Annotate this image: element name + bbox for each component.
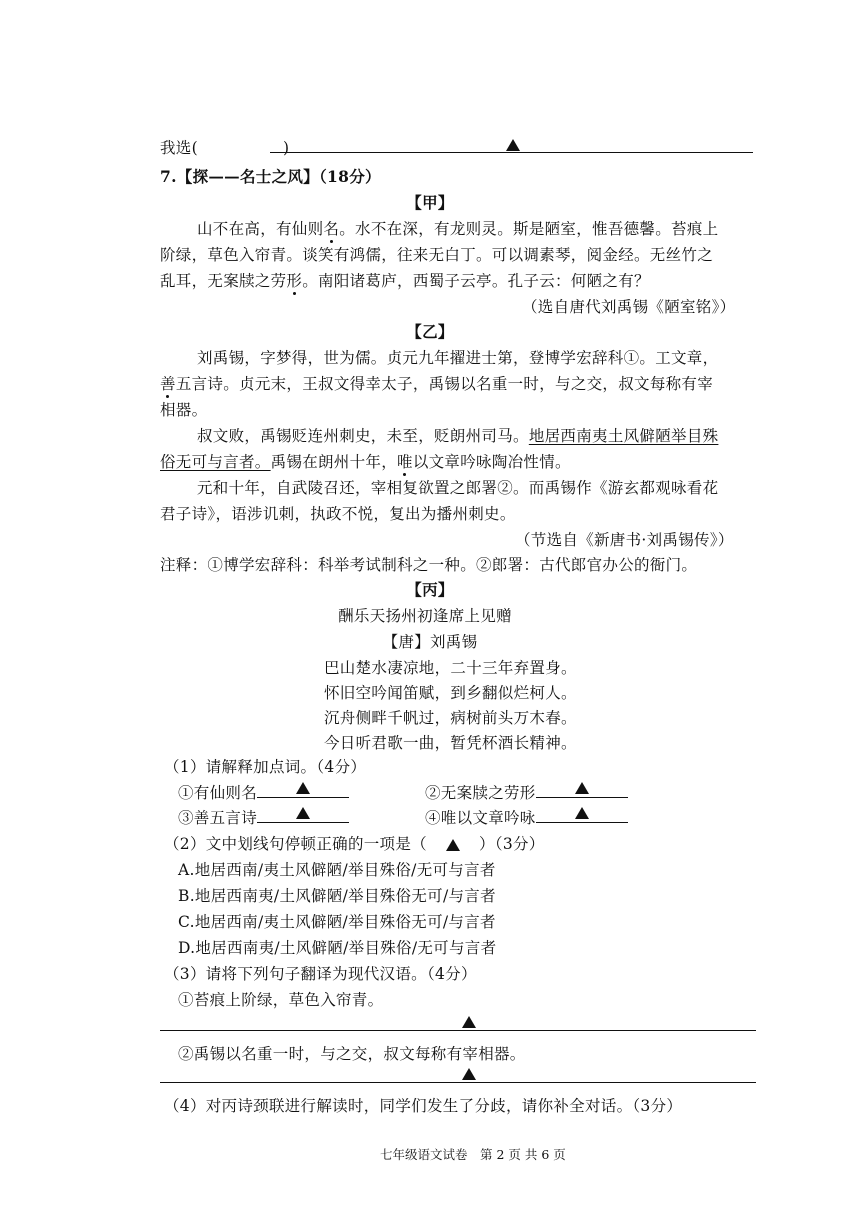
sub1-prompt: （1）请解释加点词。（4分） <box>164 758 367 776</box>
jia-line-1: 山不在高，有仙则名。水不在深，有龙则灵。斯是陋室，惟吾德馨。苔痕上 <box>197 220 719 238</box>
sub1-item-4: ④唯以文章吟咏 <box>425 806 628 828</box>
answer-blank-4[interactable] <box>536 808 628 823</box>
poem-line-1: 巴山楚水凄凉地，二十三年弃置身。 <box>324 659 577 677</box>
sub2-prompt: （2）文中划线句停顿正确的一项是（ ）（3分） <box>164 835 545 853</box>
sub1-item-2: ②无案牍之劳形 <box>425 781 628 803</box>
triangle-icon <box>446 839 460 851</box>
section-bing-header: 【丙】 <box>406 580 454 599</box>
sub2-option-d: D.地居西南夷/土风僻陋/举目殊俗/无可与言者 <box>178 939 497 957</box>
answer-line-3-1[interactable] <box>160 1030 756 1031</box>
triangle-icon <box>506 139 520 151</box>
section-yi-header: 【乙】 <box>406 322 454 341</box>
choice-label: 我选( ) <box>160 139 290 157</box>
triangle-icon <box>296 807 310 819</box>
poem-line-4: 今日听君歌一曲，暂凭杯酒长精神。 <box>324 734 577 752</box>
jia-line-2: 阶绿，草色入帘青。谈笑有鸿儒，往来无白丁。可以调素琴，阅金经。无丝竹之 <box>160 246 714 264</box>
poem-author: 【唐】刘禹锡 <box>382 633 478 651</box>
sub2-option-c: C.地居西南/夷土风僻陋/举目殊俗无可/与言者 <box>178 913 496 931</box>
question-7-title: 7.【探——名士之风】（18分） <box>160 167 381 186</box>
answer-blank-3[interactable] <box>257 808 349 823</box>
yi-p2-line-2: 俗无可与言者。禹锡在朗州十年，唯以文章吟咏陶冶性情。 <box>160 453 571 471</box>
triangle-icon <box>462 1068 476 1080</box>
jia-source: （选自唐代刘禹锡《陋室铭》） <box>522 298 736 316</box>
yi-p1-line-1: 刘禹锡，字梦得，世为儒。贞元九年擢进士第，登博学宏辞科①。工文章， <box>197 349 719 367</box>
answer-line-3-2[interactable] <box>160 1082 756 1083</box>
triangle-icon <box>462 1016 476 1028</box>
triangle-icon <box>296 782 310 794</box>
sub2-option-b: B.地居西南夷/土风僻陋/举目殊俗无可/与言者 <box>178 887 496 905</box>
answer-line-top[interactable] <box>270 152 753 153</box>
sub1-item-1: ①有仙则名 <box>178 781 349 803</box>
yi-p1-line-2: 善五言诗。贞元末，王叔文得幸太子，禹锡以名重一时，与之交，叔文每称有宰 <box>160 375 714 393</box>
section-jia-header: 【甲】 <box>406 193 454 212</box>
jia-line-3: 乱耳，无案牍之劳形。南阳诸葛庐，西蜀子云亭。孔子云：何陋之有？ <box>160 272 650 290</box>
yi-p1-line-3: 相器。 <box>160 401 208 419</box>
answer-blank-1[interactable] <box>257 783 349 798</box>
sub3-item-1: ①苔痕上阶绿，草色入帘青。 <box>178 991 384 1009</box>
triangle-icon <box>575 807 589 819</box>
yi-source: （节选自《新唐书·刘禹锡传》） <box>515 531 734 549</box>
sub4-prompt: （4）对丙诗颈联进行解读时，同学们发生了分歧，请你补全对话。（3分） <box>164 1097 683 1115</box>
yi-note: 注释：①博学宏辞科：科举考试制科之一种。②郎署：古代郎官办公的衙门。 <box>160 556 698 574</box>
poem-line-2: 怀旧空吟闻笛赋，到乡翻似烂柯人。 <box>324 684 577 702</box>
sub1-item-3: ③善五言诗 <box>178 806 349 828</box>
poem-line-3: 沉舟侧畔千帆过，病树前头万木春。 <box>324 709 577 727</box>
sub2-option-a: A.地居西南/夷土风僻陋/举目殊俗/无可与言者 <box>178 861 496 879</box>
yi-p3-line-2: 君子诗》，语涉讥刺，执政不悦，复出为播州刺史。 <box>160 505 516 523</box>
poem-title: 酬乐天扬州初逢席上见赠 <box>338 607 512 625</box>
yi-p2-line-1: 叔文败，禹锡贬连州刺史，未至，贬朗州司马。地居西南夷土风僻陋举目殊 <box>197 427 719 445</box>
answer-blank-2[interactable] <box>536 783 628 798</box>
sub3-item-2: ②禹锡以名重一时，与之交，叔文每称有宰相器。 <box>178 1045 526 1063</box>
sub3-prompt: （3）请将下列句子翻译为现代汉语。（4分） <box>164 965 477 983</box>
page-footer: 七年级语文试卷 第 2 页 共 6 页 <box>380 1147 566 1162</box>
triangle-icon <box>575 782 589 794</box>
yi-p3-line-1: 元和十年，自武陵召还，宰相复欲置之郎署②。而禹锡作《游玄都观咏看花 <box>197 479 719 497</box>
